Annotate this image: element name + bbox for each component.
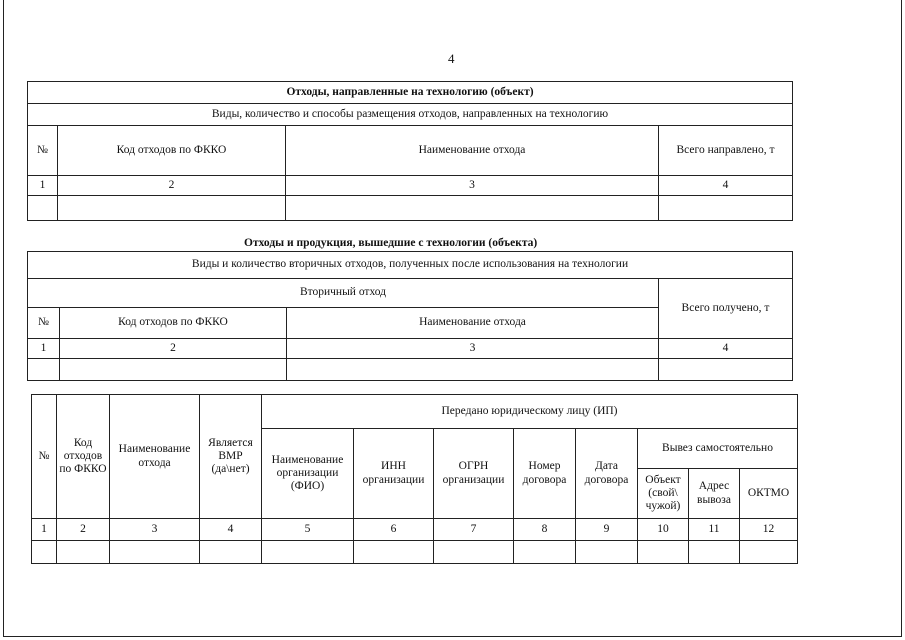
- col-header-inn: ИНН организации: [354, 429, 434, 519]
- col-header-org-name: Наименование организации (ФИО): [262, 429, 354, 519]
- column-number: 1: [28, 339, 60, 359]
- table-cell[interactable]: [262, 541, 354, 564]
- col-header-fkko-code: Код отходов по ФККО: [57, 395, 110, 519]
- col-header-no: №: [28, 308, 60, 339]
- waste-output-title: Отходы и продукция, вышедшие с технологии (объекта): [244, 237, 538, 249]
- col-header-oktmo: ОКТМО: [740, 469, 798, 519]
- col-header-fkko-code: Код отходов по ФККО: [58, 126, 286, 176]
- table-cell[interactable]: [200, 541, 262, 564]
- col-header-waste-name: Наименование отхода: [286, 126, 659, 176]
- waste-sent-table: [27, 81, 793, 221]
- table-cell[interactable]: [434, 541, 514, 564]
- table-cell[interactable]: [110, 541, 200, 564]
- column-number: 4: [659, 339, 793, 359]
- column-number: 11: [689, 519, 740, 541]
- page-number: 4: [448, 51, 455, 66]
- col-header-no: №: [32, 395, 57, 519]
- column-number: 4: [659, 176, 793, 196]
- waste-output-subtitle: Виды и количество вторичных отходов, полученных после использования на технологии: [28, 252, 793, 279]
- col-header-ogrn: ОГРН организации: [434, 429, 514, 519]
- table-cell[interactable]: [659, 196, 793, 221]
- column-number: 9: [576, 519, 638, 541]
- column-number: 2: [58, 176, 286, 196]
- waste-transfer-table: [31, 394, 798, 564]
- column-number: 3: [287, 339, 659, 359]
- table-cell[interactable]: [689, 541, 740, 564]
- column-number-row: [32, 519, 798, 541]
- column-number: 12: [740, 519, 798, 541]
- column-number: 3: [110, 519, 200, 541]
- transfer-group-header: Передано юридическому лицу (ИП): [262, 395, 798, 429]
- table-cell[interactable]: [576, 541, 638, 564]
- table-row: [28, 359, 793, 381]
- table-cell[interactable]: [514, 541, 576, 564]
- column-number: 6: [354, 519, 434, 541]
- column-number: 3: [286, 176, 659, 196]
- column-number: 1: [32, 519, 57, 541]
- table-cell[interactable]: [28, 359, 60, 381]
- col-header-object: Объект (свой\ чужой): [638, 469, 689, 519]
- table-cell[interactable]: [57, 541, 110, 564]
- table-row: [28, 196, 793, 221]
- column-number: 1: [28, 176, 58, 196]
- col-header-contract-number: Номер договора: [514, 429, 576, 519]
- table-cell[interactable]: [354, 541, 434, 564]
- table-row: [32, 541, 798, 564]
- waste-sent-title: Отходы, направленные на технологию (объект): [28, 82, 793, 104]
- column-number: 5: [262, 519, 354, 541]
- column-number: 10: [638, 519, 689, 541]
- table-cell[interactable]: [32, 541, 57, 564]
- waste-output-table: [27, 251, 793, 381]
- table-cell[interactable]: [638, 541, 689, 564]
- column-number-row: [28, 176, 793, 196]
- self-removal-group-header: Вывез самостоятельно: [638, 429, 798, 469]
- table-cell[interactable]: [287, 359, 659, 381]
- col-header-total-received: Всего получено, т: [659, 279, 793, 339]
- column-number: 7: [434, 519, 514, 541]
- table-cell[interactable]: [740, 541, 798, 564]
- table-cell[interactable]: [58, 196, 286, 221]
- col-header-no: №: [28, 126, 58, 176]
- column-number: 8: [514, 519, 576, 541]
- column-number: 2: [57, 519, 110, 541]
- col-header-waste-name: Наименование отхода: [287, 308, 659, 339]
- col-header-contract-date: Дата договора: [576, 429, 638, 519]
- secondary-waste-group-header: Вторичный отход: [28, 279, 659, 308]
- table-cell[interactable]: [60, 359, 287, 381]
- column-number: 4: [200, 519, 262, 541]
- col-header-vmr: Является ВМР (да\нет): [200, 395, 262, 519]
- col-header-removal-address: Адрес вывоза: [689, 469, 740, 519]
- column-number-row: [28, 339, 793, 359]
- column-number: 2: [60, 339, 287, 359]
- table-cell[interactable]: [659, 359, 793, 381]
- col-header-fkko-code: Код отходов по ФККО: [60, 308, 287, 339]
- table-cell[interactable]: [28, 196, 58, 221]
- col-header-total-sent: Всего направлено, т: [659, 126, 793, 176]
- waste-sent-subtitle: Виды, количество и способы размещения отходов, направленных на технологию: [28, 104, 793, 126]
- col-header-waste-name: Наименование отхода: [110, 395, 200, 519]
- table-cell[interactable]: [286, 196, 659, 221]
